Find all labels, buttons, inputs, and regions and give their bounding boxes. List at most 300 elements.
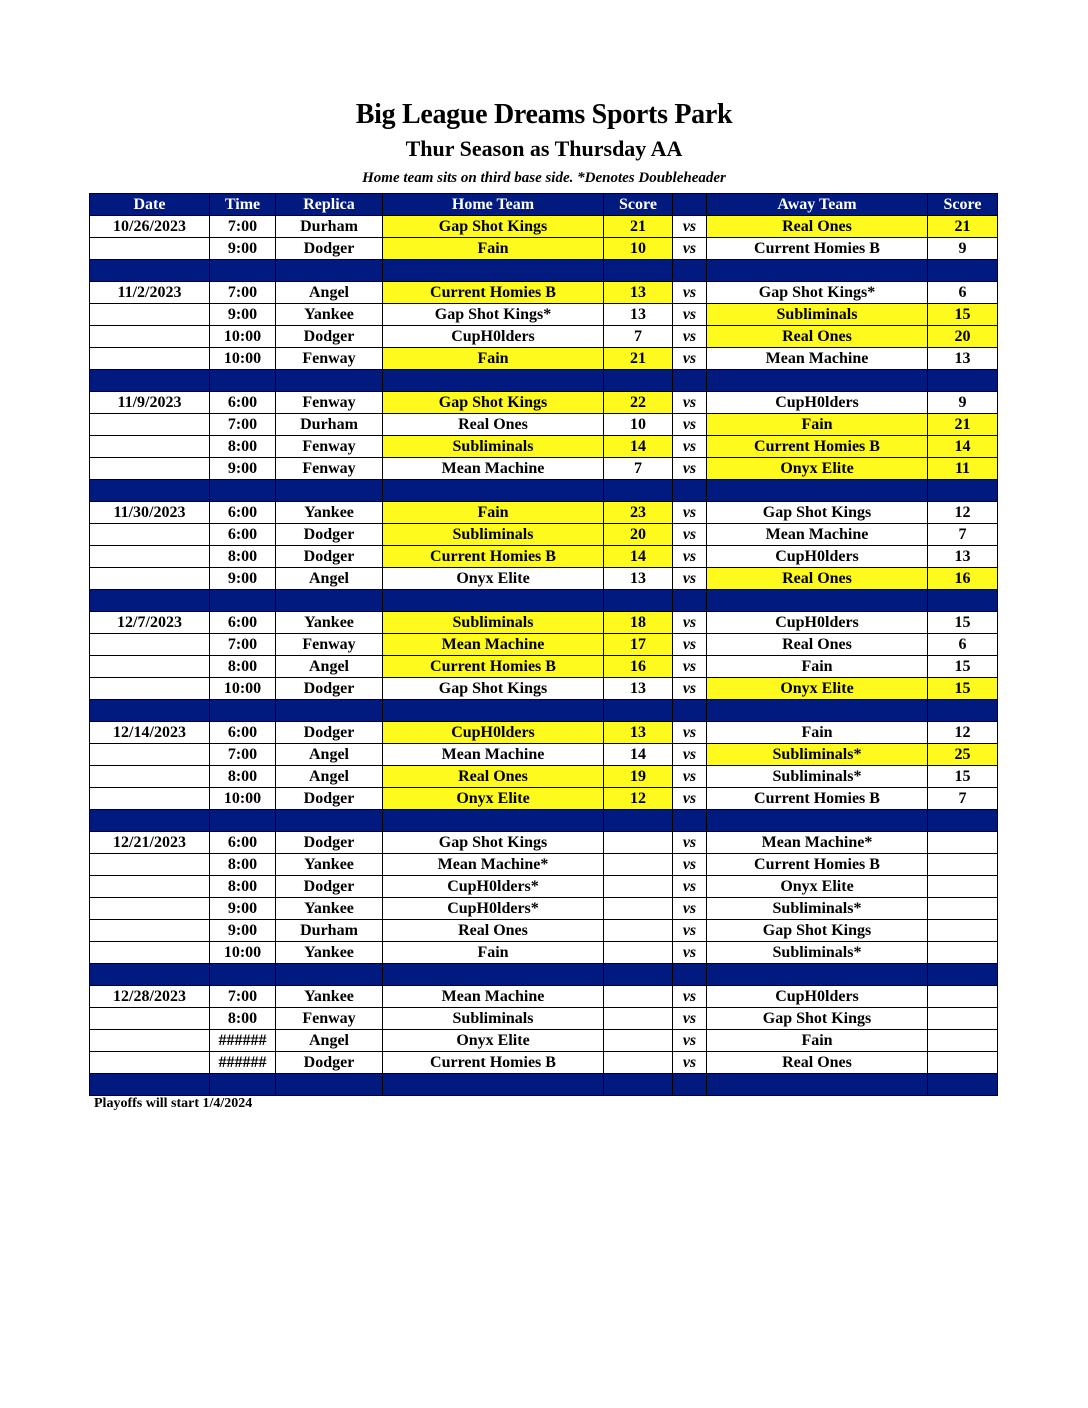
replica-cell: Dodger bbox=[276, 326, 383, 348]
vs-cell: vs bbox=[673, 986, 707, 1008]
date-cell bbox=[90, 1030, 210, 1052]
vs-cell: vs bbox=[673, 766, 707, 788]
game-row bbox=[90, 524, 998, 546]
away-score-cell bbox=[928, 1030, 998, 1052]
away-score-cell: 12 bbox=[928, 722, 998, 744]
game-row bbox=[90, 546, 998, 568]
away-team-cell: Fain bbox=[707, 722, 928, 744]
page-subtitle: Thur Season as Thursday AA bbox=[405, 136, 683, 161]
time-cell: ###### bbox=[210, 1030, 276, 1052]
home-score-cell: 10 bbox=[604, 238, 673, 260]
separator-cell bbox=[707, 810, 928, 832]
away-team-cell: Real Ones bbox=[707, 634, 928, 656]
date-cell bbox=[90, 634, 210, 656]
date-cell bbox=[90, 326, 210, 348]
home-team-cell: Current Homies B bbox=[383, 282, 604, 304]
vs-cell: vs bbox=[673, 876, 707, 898]
date-cell bbox=[90, 348, 210, 370]
away-score-cell bbox=[928, 942, 998, 964]
game-row bbox=[90, 436, 998, 458]
separator-cell bbox=[276, 964, 383, 986]
separator-cell bbox=[90, 590, 210, 612]
game-row bbox=[90, 326, 998, 348]
separator-cell bbox=[276, 590, 383, 612]
vs-cell: vs bbox=[673, 524, 707, 546]
home-score-cell: 13 bbox=[604, 568, 673, 590]
away-score-cell: 12 bbox=[928, 502, 998, 524]
date-cell bbox=[90, 524, 210, 546]
away-team-cell: Mean Machine* bbox=[707, 832, 928, 854]
away-score-cell: 15 bbox=[928, 304, 998, 326]
away-score-cell bbox=[928, 876, 998, 898]
replica-cell: Durham bbox=[276, 920, 383, 942]
home-team-cell: Current Homies B bbox=[383, 1052, 604, 1074]
game-row bbox=[90, 216, 998, 238]
time-cell: 8:00 bbox=[210, 546, 276, 568]
home-score-cell: 7 bbox=[604, 458, 673, 480]
home-team-cell: Fain bbox=[383, 348, 604, 370]
away-team-cell: Fain bbox=[707, 1030, 928, 1052]
game-row bbox=[90, 920, 998, 942]
game-row bbox=[90, 678, 998, 700]
header-date: Date bbox=[90, 194, 210, 216]
vs-cell: vs bbox=[673, 502, 707, 524]
home-team-cell: Gap Shot Kings bbox=[383, 216, 604, 238]
vs-cell: vs bbox=[673, 898, 707, 920]
away-team-cell: Gap Shot Kings bbox=[707, 920, 928, 942]
game-row bbox=[90, 238, 998, 260]
time-cell: 10:00 bbox=[210, 678, 276, 700]
separator-cell bbox=[604, 810, 673, 832]
time-cell: 7:00 bbox=[210, 634, 276, 656]
away-score-cell: 25 bbox=[928, 744, 998, 766]
home-score-cell: 18 bbox=[604, 612, 673, 634]
home-team-cell: Gap Shot Kings* bbox=[383, 304, 604, 326]
game-row bbox=[90, 282, 998, 304]
separator-cell bbox=[707, 964, 928, 986]
separator-cell bbox=[673, 590, 707, 612]
vs-cell: vs bbox=[673, 326, 707, 348]
vs-cell: vs bbox=[673, 568, 707, 590]
separator-cell bbox=[90, 370, 210, 392]
away-team-cell: CupH0lders bbox=[707, 392, 928, 414]
home-score-cell: 13 bbox=[604, 722, 673, 744]
separator-row bbox=[90, 260, 998, 282]
home-score-cell: 13 bbox=[604, 304, 673, 326]
separator-cell bbox=[383, 260, 604, 282]
date-cell: 12/7/2023 bbox=[90, 612, 210, 634]
vs-cell: vs bbox=[673, 414, 707, 436]
home-score-cell bbox=[604, 854, 673, 876]
vs-cell: vs bbox=[673, 612, 707, 634]
home-score-cell: 23 bbox=[604, 502, 673, 524]
time-cell: 9:00 bbox=[210, 304, 276, 326]
home-score-cell bbox=[604, 942, 673, 964]
away-team-cell: Current Homies B bbox=[707, 788, 928, 810]
time-cell: 8:00 bbox=[210, 656, 276, 678]
time-cell: 8:00 bbox=[210, 766, 276, 788]
separator-cell bbox=[383, 964, 604, 986]
away-score-cell bbox=[928, 832, 998, 854]
time-cell: 9:00 bbox=[210, 920, 276, 942]
vs-cell: vs bbox=[673, 282, 707, 304]
time-cell: 7:00 bbox=[210, 986, 276, 1008]
home-team-cell: Fain bbox=[383, 238, 604, 260]
separator-cell bbox=[276, 700, 383, 722]
replica-cell: Dodger bbox=[276, 678, 383, 700]
home-team-cell: Mean Machine bbox=[383, 744, 604, 766]
replica-cell: Dodger bbox=[276, 722, 383, 744]
separator-row bbox=[90, 480, 998, 502]
replica-cell: Angel bbox=[276, 744, 383, 766]
away-team-cell: Gap Shot Kings* bbox=[707, 282, 928, 304]
separator-cell bbox=[673, 370, 707, 392]
time-cell: 7:00 bbox=[210, 414, 276, 436]
date-cell: 11/30/2023 bbox=[90, 502, 210, 524]
home-score-cell: 7 bbox=[604, 326, 673, 348]
home-team-cell: Mean Machine bbox=[383, 986, 604, 1008]
vs-cell: vs bbox=[673, 216, 707, 238]
replica-cell: Yankee bbox=[276, 854, 383, 876]
header-time: Time bbox=[210, 194, 276, 216]
separator-row bbox=[90, 1074, 998, 1096]
away-team-cell: Mean Machine bbox=[707, 348, 928, 370]
date-cell bbox=[90, 1008, 210, 1030]
game-row bbox=[90, 1030, 998, 1052]
away-score-cell: 9 bbox=[928, 238, 998, 260]
separator-cell bbox=[90, 964, 210, 986]
vs-cell: vs bbox=[673, 678, 707, 700]
separator-cell bbox=[707, 590, 928, 612]
separator-cell bbox=[604, 260, 673, 282]
date-cell bbox=[90, 656, 210, 678]
away-team-cell: Fain bbox=[707, 414, 928, 436]
vs-cell: vs bbox=[673, 238, 707, 260]
away-score-cell: 13 bbox=[928, 546, 998, 568]
away-team-cell: CupH0lders bbox=[707, 546, 928, 568]
separator-cell bbox=[604, 480, 673, 502]
separator-cell bbox=[604, 1074, 673, 1096]
away-team-cell: Subliminals* bbox=[707, 898, 928, 920]
separator-cell bbox=[673, 480, 707, 502]
game-row bbox=[90, 832, 998, 854]
home-score-cell: 14 bbox=[604, 546, 673, 568]
away-team-cell: CupH0lders bbox=[707, 612, 928, 634]
date-cell bbox=[90, 436, 210, 458]
away-score-cell bbox=[928, 1052, 998, 1074]
home-score-cell: 17 bbox=[604, 634, 673, 656]
replica-cell: Fenway bbox=[276, 634, 383, 656]
home-team-cell: Onyx Elite bbox=[383, 1030, 604, 1052]
away-team-cell: Onyx Elite bbox=[707, 458, 928, 480]
date-cell bbox=[90, 898, 210, 920]
separator-row bbox=[90, 590, 998, 612]
away-team-cell: Current Homies B bbox=[707, 854, 928, 876]
separator-cell bbox=[707, 1074, 928, 1096]
separator-cell bbox=[383, 810, 604, 832]
separator-cell bbox=[276, 1074, 383, 1096]
game-row bbox=[90, 1008, 998, 1030]
separator-row bbox=[90, 810, 998, 832]
vs-cell: vs bbox=[673, 304, 707, 326]
away-score-cell: 15 bbox=[928, 612, 998, 634]
replica-cell: Dodger bbox=[276, 546, 383, 568]
home-score-cell: 13 bbox=[604, 678, 673, 700]
separator-cell bbox=[604, 590, 673, 612]
separator-cell bbox=[90, 700, 210, 722]
separator-cell bbox=[707, 370, 928, 392]
header-away-score: Score bbox=[928, 194, 998, 216]
separator-cell bbox=[210, 700, 276, 722]
away-score-cell: 14 bbox=[928, 436, 998, 458]
separator-cell bbox=[276, 370, 383, 392]
away-score-cell: 21 bbox=[928, 414, 998, 436]
time-cell: 6:00 bbox=[210, 612, 276, 634]
vs-cell: vs bbox=[673, 854, 707, 876]
replica-cell: Yankee bbox=[276, 304, 383, 326]
time-cell: 8:00 bbox=[210, 1008, 276, 1030]
replica-cell: Fenway bbox=[276, 392, 383, 414]
time-cell: 7:00 bbox=[210, 282, 276, 304]
separator-cell bbox=[210, 1074, 276, 1096]
separator-cell bbox=[673, 700, 707, 722]
replica-cell: Yankee bbox=[276, 942, 383, 964]
separator-cell bbox=[276, 810, 383, 832]
home-score-cell bbox=[604, 832, 673, 854]
separator-cell bbox=[90, 260, 210, 282]
time-cell: 6:00 bbox=[210, 722, 276, 744]
away-team-cell: Real Ones bbox=[707, 568, 928, 590]
vs-cell: vs bbox=[673, 744, 707, 766]
away-team-cell: Subliminals* bbox=[707, 766, 928, 788]
away-score-cell: 21 bbox=[928, 216, 998, 238]
time-cell: 8:00 bbox=[210, 854, 276, 876]
replica-cell: Fenway bbox=[276, 458, 383, 480]
date-cell: 12/28/2023 bbox=[90, 986, 210, 1008]
separator-cell bbox=[928, 964, 998, 986]
separator-cell bbox=[604, 964, 673, 986]
separator-cell bbox=[673, 1074, 707, 1096]
date-cell bbox=[90, 238, 210, 260]
schedule-note: Home team sits on third base side. *Denotes Doubleheader bbox=[362, 170, 726, 186]
vs-cell: vs bbox=[673, 1052, 707, 1074]
replica-cell: Dodger bbox=[276, 876, 383, 898]
separator-cell bbox=[210, 480, 276, 502]
vs-cell: vs bbox=[673, 1030, 707, 1052]
replica-cell: Fenway bbox=[276, 1008, 383, 1030]
schedule-body bbox=[90, 216, 998, 1096]
page-title: Big League Dreams Sports Park bbox=[355, 99, 733, 130]
playoffs-note: Playoffs will start 1/4/2024 bbox=[94, 1096, 253, 1111]
game-row bbox=[90, 854, 998, 876]
separator-cell bbox=[210, 590, 276, 612]
time-cell: 10:00 bbox=[210, 348, 276, 370]
replica-cell: Dodger bbox=[276, 524, 383, 546]
game-row bbox=[90, 634, 998, 656]
separator-row bbox=[90, 700, 998, 722]
away-team-cell: Subliminals* bbox=[707, 744, 928, 766]
separator-cell bbox=[673, 260, 707, 282]
vs-cell: vs bbox=[673, 348, 707, 370]
separator-cell bbox=[928, 700, 998, 722]
home-team-cell: Real Ones bbox=[383, 414, 604, 436]
home-team-cell: Subliminals bbox=[383, 612, 604, 634]
home-team-cell: CupH0lders bbox=[383, 722, 604, 744]
replica-cell: Angel bbox=[276, 282, 383, 304]
vs-cell: vs bbox=[673, 942, 707, 964]
separator-cell bbox=[90, 810, 210, 832]
home-score-cell: 21 bbox=[604, 348, 673, 370]
game-row bbox=[90, 1052, 998, 1074]
game-row bbox=[90, 722, 998, 744]
home-score-cell: 10 bbox=[604, 414, 673, 436]
separator-cell bbox=[707, 700, 928, 722]
separator-cell bbox=[383, 700, 604, 722]
header-replica: Replica bbox=[276, 194, 383, 216]
vs-cell: vs bbox=[673, 832, 707, 854]
home-score-cell: 20 bbox=[604, 524, 673, 546]
away-score-cell: 6 bbox=[928, 282, 998, 304]
game-row bbox=[90, 392, 998, 414]
replica-cell: Yankee bbox=[276, 986, 383, 1008]
home-team-cell: CupH0lders bbox=[383, 326, 604, 348]
game-row bbox=[90, 458, 998, 480]
date-cell bbox=[90, 568, 210, 590]
away-score-cell: 6 bbox=[928, 634, 998, 656]
home-team-cell: Fain bbox=[383, 942, 604, 964]
time-cell: 9:00 bbox=[210, 568, 276, 590]
home-team-cell: CupH0lders* bbox=[383, 898, 604, 920]
vs-cell: vs bbox=[673, 788, 707, 810]
home-team-cell: Subliminals bbox=[383, 436, 604, 458]
date-cell bbox=[90, 678, 210, 700]
header-home-score: Score bbox=[604, 194, 673, 216]
date-cell bbox=[90, 546, 210, 568]
date-cell bbox=[90, 766, 210, 788]
home-team-cell: Subliminals bbox=[383, 1008, 604, 1030]
away-score-cell: 15 bbox=[928, 766, 998, 788]
date-cell: 12/21/2023 bbox=[90, 832, 210, 854]
away-team-cell: Mean Machine bbox=[707, 524, 928, 546]
separator-row bbox=[90, 964, 998, 986]
header-row bbox=[90, 194, 998, 216]
away-score-cell: 15 bbox=[928, 656, 998, 678]
separator-cell bbox=[383, 480, 604, 502]
away-team-cell: Gap Shot Kings bbox=[707, 502, 928, 524]
separator-cell bbox=[210, 810, 276, 832]
home-team-cell: Onyx Elite bbox=[383, 568, 604, 590]
home-score-cell bbox=[604, 1052, 673, 1074]
vs-cell: vs bbox=[673, 920, 707, 942]
away-team-cell: CupH0lders bbox=[707, 986, 928, 1008]
replica-cell: Angel bbox=[276, 766, 383, 788]
date-cell bbox=[90, 1052, 210, 1074]
away-team-cell: Current Homies B bbox=[707, 238, 928, 260]
time-cell: 10:00 bbox=[210, 788, 276, 810]
replica-cell: Yankee bbox=[276, 612, 383, 634]
date-cell: 10/26/2023 bbox=[90, 216, 210, 238]
home-score-cell: 19 bbox=[604, 766, 673, 788]
away-score-cell: 13 bbox=[928, 348, 998, 370]
separator-cell bbox=[673, 810, 707, 832]
vs-cell: vs bbox=[673, 1008, 707, 1030]
separator-cell bbox=[90, 480, 210, 502]
game-row bbox=[90, 568, 998, 590]
away-score-cell bbox=[928, 920, 998, 942]
date-cell bbox=[90, 788, 210, 810]
game-row bbox=[90, 502, 998, 524]
separator-cell bbox=[90, 1074, 210, 1096]
time-cell: ###### bbox=[210, 1052, 276, 1074]
separator-cell bbox=[210, 260, 276, 282]
home-score-cell bbox=[604, 920, 673, 942]
replica-cell: Dodger bbox=[276, 238, 383, 260]
away-score-cell bbox=[928, 854, 998, 876]
separator-cell bbox=[276, 480, 383, 502]
away-team-cell: Subliminals* bbox=[707, 942, 928, 964]
date-cell bbox=[90, 876, 210, 898]
date-cell bbox=[90, 942, 210, 964]
home-score-cell: 13 bbox=[604, 282, 673, 304]
game-row bbox=[90, 898, 998, 920]
away-score-cell: 15 bbox=[928, 678, 998, 700]
home-team-cell: CupH0lders* bbox=[383, 876, 604, 898]
away-team-cell: Real Ones bbox=[707, 326, 928, 348]
separator-cell bbox=[928, 260, 998, 282]
separator-cell bbox=[928, 370, 998, 392]
away-score-cell: 11 bbox=[928, 458, 998, 480]
separator-cell bbox=[383, 1074, 604, 1096]
replica-cell: Dodger bbox=[276, 788, 383, 810]
time-cell: 6:00 bbox=[210, 524, 276, 546]
separator-cell bbox=[383, 590, 604, 612]
home-score-cell bbox=[604, 1030, 673, 1052]
home-score-cell: 16 bbox=[604, 656, 673, 678]
away-score-cell: 16 bbox=[928, 568, 998, 590]
home-team-cell: Gap Shot Kings bbox=[383, 678, 604, 700]
away-team-cell: Gap Shot Kings bbox=[707, 1008, 928, 1030]
home-score-cell: 14 bbox=[604, 436, 673, 458]
replica-cell: Fenway bbox=[276, 436, 383, 458]
date-cell bbox=[90, 304, 210, 326]
separator-row bbox=[90, 370, 998, 392]
replica-cell: Durham bbox=[276, 216, 383, 238]
vs-cell: vs bbox=[673, 634, 707, 656]
separator-cell bbox=[604, 370, 673, 392]
time-cell: 7:00 bbox=[210, 744, 276, 766]
separator-cell bbox=[276, 260, 383, 282]
time-cell: 6:00 bbox=[210, 832, 276, 854]
replica-cell: Yankee bbox=[276, 898, 383, 920]
home-score-cell bbox=[604, 986, 673, 1008]
game-row bbox=[90, 348, 998, 370]
home-team-cell: Subliminals bbox=[383, 524, 604, 546]
date-cell: 11/9/2023 bbox=[90, 392, 210, 414]
replica-cell: Durham bbox=[276, 414, 383, 436]
away-team-cell: Onyx Elite bbox=[707, 678, 928, 700]
home-team-cell: Gap Shot Kings bbox=[383, 832, 604, 854]
game-row bbox=[90, 744, 998, 766]
home-score-cell bbox=[604, 876, 673, 898]
time-cell: 8:00 bbox=[210, 876, 276, 898]
away-score-cell bbox=[928, 986, 998, 1008]
time-cell: 6:00 bbox=[210, 502, 276, 524]
vs-cell: vs bbox=[673, 458, 707, 480]
time-cell: 10:00 bbox=[210, 942, 276, 964]
schedule-table bbox=[89, 193, 998, 1096]
separator-cell bbox=[928, 480, 998, 502]
vs-cell: vs bbox=[673, 436, 707, 458]
